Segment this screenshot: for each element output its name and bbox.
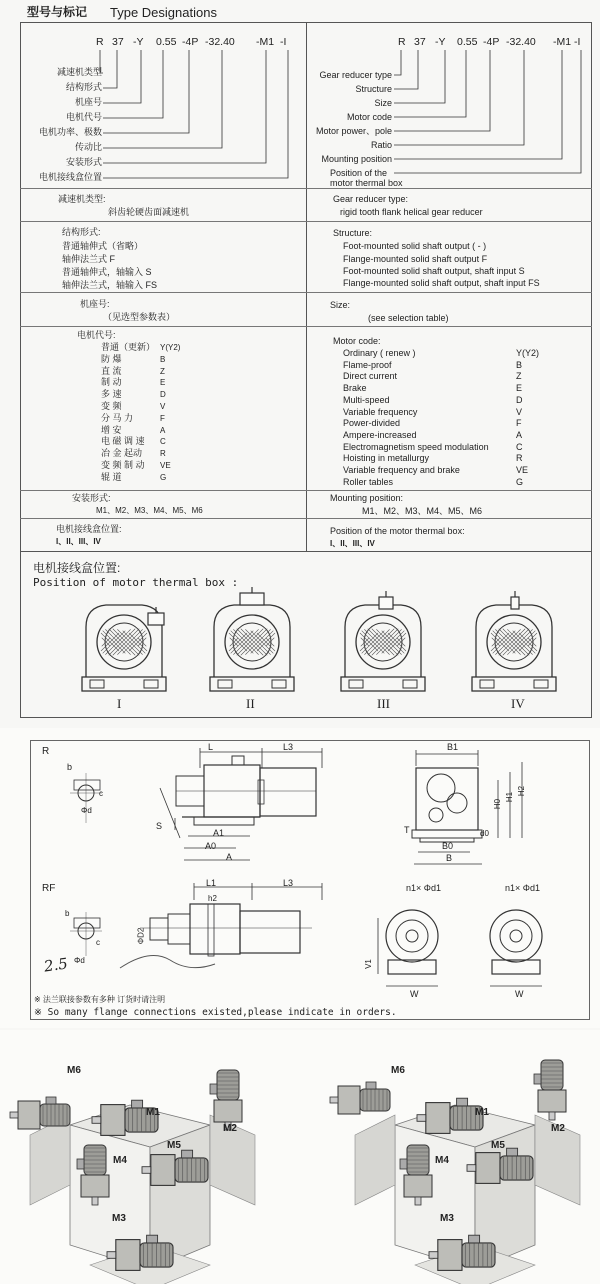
foot-pad bbox=[349, 680, 363, 688]
motor-en-name: Power-divided bbox=[343, 418, 401, 429]
row-divider bbox=[20, 551, 592, 552]
designation-part: 0.55 bbox=[156, 36, 177, 48]
gearbox bbox=[81, 1175, 109, 1197]
terminal-box bbox=[77, 1159, 84, 1169]
motor-cn-title: 电机代号: bbox=[77, 330, 116, 340]
gearbox bbox=[438, 1240, 462, 1271]
structure-en-item: Flange-mounted solid shaft output, shaft input FS bbox=[343, 278, 540, 288]
size-cn-title: 机座号: bbox=[80, 299, 110, 309]
ground-line bbox=[120, 956, 215, 969]
motor-cn-name: 冶 金 起动 bbox=[101, 448, 143, 459]
mounting-positions-diagram bbox=[0, 1030, 600, 1284]
mounting-label: M2 bbox=[551, 1123, 565, 1134]
foot-pad bbox=[272, 680, 286, 688]
mounting-label: M4 bbox=[435, 1155, 449, 1166]
mounting-label: M1 bbox=[146, 1107, 160, 1118]
terminal-box bbox=[46, 1097, 56, 1104]
mounting-label: M6 bbox=[391, 1065, 405, 1076]
size-en-value: (see selection table) bbox=[368, 313, 449, 323]
flange-note-en: ※ So many flange connections existed,please indicate in orders. bbox=[34, 1007, 397, 1018]
motor-cn-name: 变 频 制 动 bbox=[101, 460, 145, 470]
reducer-front-view bbox=[82, 605, 166, 691]
drawing-part bbox=[190, 904, 240, 954]
motor-cn-code: D bbox=[160, 390, 166, 400]
designation-part: -32.40 bbox=[506, 36, 536, 48]
motor-cn-code: C bbox=[160, 437, 166, 447]
designation-part: R bbox=[398, 36, 406, 48]
drawing-part bbox=[412, 830, 482, 838]
gearbox bbox=[426, 1103, 450, 1134]
header-cn: 型号与标记 bbox=[27, 5, 88, 19]
shaft bbox=[429, 1252, 438, 1259]
side-panel bbox=[355, 1115, 395, 1205]
box-section-en-title: Position of motor thermal box : bbox=[33, 576, 239, 589]
gear-motor bbox=[417, 1098, 483, 1133]
handwritten-note: 2.5 bbox=[42, 954, 69, 976]
structure-en-item: Foot-mounted solid shaft output ( - ) bbox=[343, 241, 487, 251]
legend-item: Structure bbox=[355, 84, 392, 94]
flange-note-cn: ※ 法兰联接参数有多种 订货时请注明 bbox=[34, 995, 166, 1004]
gearbox bbox=[404, 1175, 432, 1197]
structure-cn-item: 轴伸法兰式，轴输入 FS bbox=[62, 280, 158, 290]
drawing-circle bbox=[500, 920, 532, 952]
terminal-box bbox=[210, 1084, 217, 1094]
leader-line bbox=[103, 50, 141, 103]
motor-cn-name: 多 速 bbox=[101, 389, 122, 400]
mounting-label: M4 bbox=[113, 1155, 127, 1166]
motor-en-code: F bbox=[516, 418, 522, 429]
mounting-label: M6 bbox=[67, 1065, 81, 1076]
thermal-box bbox=[379, 597, 393, 609]
leader-line bbox=[394, 50, 581, 173]
drawing-circle bbox=[427, 774, 455, 802]
dim-L3-rf: L3 bbox=[283, 878, 294, 888]
motor-en-code: VE bbox=[516, 465, 529, 475]
designation-part: -4P bbox=[483, 36, 500, 48]
dim-b: b bbox=[67, 762, 73, 772]
motor-en-code: B bbox=[516, 359, 523, 370]
dim-T: T bbox=[404, 825, 410, 835]
thermal-box-views bbox=[0, 590, 600, 715]
drawing-circle bbox=[447, 793, 467, 813]
motor-en-code: R bbox=[516, 453, 523, 464]
mounting-label: M5 bbox=[491, 1140, 505, 1151]
shaft bbox=[467, 1165, 476, 1172]
legend-item: Size bbox=[374, 98, 392, 108]
foot-pad bbox=[480, 680, 494, 688]
designation-part: -I bbox=[280, 36, 287, 48]
gearbox bbox=[116, 1240, 140, 1271]
motor-en-code: G bbox=[516, 476, 524, 487]
drawing-part bbox=[150, 918, 168, 940]
box-position-label: II bbox=[246, 696, 255, 711]
designation-part: -Y bbox=[133, 36, 144, 48]
motor-cn-code: A bbox=[160, 425, 166, 435]
designation-part: 37 bbox=[414, 36, 426, 48]
dim-H1: H1 bbox=[505, 791, 515, 803]
legend-item: 机座号 bbox=[74, 97, 102, 107]
drawing-part bbox=[258, 780, 264, 804]
row-divider bbox=[20, 490, 592, 491]
dim-b-rf: b bbox=[65, 909, 70, 918]
terminal-box bbox=[147, 1235, 158, 1243]
motor-cn-name: 增 安 bbox=[101, 424, 122, 435]
rf-label: RF bbox=[42, 883, 56, 894]
box-position-label: III bbox=[377, 696, 390, 711]
leader-line bbox=[103, 50, 163, 118]
legend-item: motor thermal box bbox=[330, 178, 403, 188]
drawing-circle bbox=[429, 808, 443, 822]
reducer-front-view bbox=[472, 591, 556, 691]
dim-B1: B1 bbox=[447, 742, 459, 752]
box-en-title: Position of the motor thermal box: bbox=[330, 526, 465, 536]
motor-en-code: Y(Y2) bbox=[516, 348, 540, 358]
shaft bbox=[92, 1197, 98, 1205]
box-en-value: I、II、III、IV bbox=[330, 539, 375, 548]
dim-W2: W bbox=[515, 989, 524, 999]
motor-cn-name: 电 磁 调 速 bbox=[101, 436, 145, 447]
drawing-circle bbox=[510, 930, 522, 942]
box-cn-value: I、II、III、IV bbox=[56, 537, 101, 546]
dim-c: c bbox=[99, 789, 103, 798]
fan-cover bbox=[233, 623, 271, 661]
gearbox bbox=[476, 1153, 500, 1184]
drawing-circle bbox=[406, 930, 418, 942]
mounting-label: M5 bbox=[167, 1140, 181, 1151]
shaft bbox=[92, 1117, 101, 1124]
motor-cn-code: VE bbox=[160, 461, 171, 470]
motor-cn-name: 普通（更新） bbox=[101, 342, 156, 352]
dim-S: S bbox=[156, 821, 163, 831]
structure-cn-item: 普通轴伸式（省略） bbox=[62, 241, 144, 251]
leader-line bbox=[394, 50, 401, 75]
dimension-drawing bbox=[0, 728, 600, 1028]
dim-n2: n1× Φd1 bbox=[505, 883, 540, 893]
shaft bbox=[330, 1097, 338, 1103]
mounting-label: M1 bbox=[475, 1107, 489, 1118]
motor-en-name: Electromagnetism speed modulation bbox=[343, 441, 489, 452]
mounting-label: M2 bbox=[223, 1123, 237, 1134]
leader-line bbox=[100, 50, 103, 73]
designation-part: 37 bbox=[112, 36, 124, 48]
motor-en-code: A bbox=[516, 429, 523, 440]
leader-line bbox=[394, 50, 490, 131]
motor-en-name: Hoisting in metallurgy bbox=[343, 453, 430, 464]
motor-en-code: Z bbox=[516, 371, 522, 382]
mounting-label: M3 bbox=[112, 1213, 126, 1224]
leader-line bbox=[394, 50, 466, 117]
motor-cn-code: B bbox=[160, 354, 166, 364]
foot-pad bbox=[90, 680, 104, 688]
dim-L1: L1 bbox=[206, 878, 217, 888]
foot-pad bbox=[218, 680, 232, 688]
structure-en-item: Flange-mounted solid shaft output F bbox=[343, 254, 488, 264]
thermal-box bbox=[240, 593, 264, 605]
terminal-box bbox=[534, 1074, 541, 1084]
motor-en-name: Brake bbox=[343, 383, 367, 394]
designation-part: -M1 bbox=[256, 36, 275, 48]
drawing-part bbox=[232, 756, 244, 765]
leader-line bbox=[394, 50, 562, 159]
dim-H2: H2 bbox=[517, 785, 527, 797]
mount-en-value: M1、M2、M3、M4、M5、M6 bbox=[362, 506, 483, 516]
designation-part: R bbox=[96, 36, 104, 48]
dim-B0: B0 bbox=[442, 841, 454, 851]
leader-line bbox=[394, 50, 445, 103]
motor-en-name: Multi-speed bbox=[343, 394, 390, 405]
gearbox bbox=[151, 1155, 175, 1186]
drawing-part bbox=[260, 768, 316, 816]
type-en-value: rigid tooth flank helical gear reducer bbox=[340, 207, 483, 217]
mounting-label: M3 bbox=[440, 1213, 454, 1224]
reducer-foot bbox=[210, 677, 294, 691]
dim-c-rf: c bbox=[96, 938, 100, 947]
foot-pad bbox=[403, 680, 417, 688]
legend-item: 电机接线盒位置 bbox=[38, 172, 102, 182]
motor-en-code: E bbox=[516, 383, 523, 394]
foot-pad bbox=[534, 680, 548, 688]
terminal-box bbox=[507, 1148, 518, 1156]
designation-leader-lines bbox=[0, 0, 600, 190]
legend-item: Mounting position bbox=[321, 154, 392, 164]
reducer-foot bbox=[82, 677, 166, 691]
motor-en-code: D bbox=[516, 394, 523, 405]
reducer-foot bbox=[341, 677, 425, 691]
shaft bbox=[549, 1112, 555, 1120]
gear-motor bbox=[210, 1070, 242, 1130]
motor-en-name: Variable frequency and brake bbox=[343, 465, 460, 475]
foot-pad bbox=[144, 680, 158, 688]
motor-cn-name: 辊 道 bbox=[101, 471, 122, 482]
legend-item: 传动比 bbox=[74, 142, 102, 152]
gearbox bbox=[101, 1105, 125, 1136]
structure-en-title: Structure: bbox=[333, 228, 373, 238]
dim-d-rf: Φd bbox=[74, 956, 85, 965]
thermal-box bbox=[148, 613, 164, 625]
shaft bbox=[10, 1112, 18, 1118]
motor-en-code: V bbox=[516, 406, 523, 417]
gear-motor bbox=[330, 1082, 390, 1114]
dim-W1: W bbox=[410, 989, 419, 999]
dim-d0: d0 bbox=[480, 829, 489, 838]
legend-item: 电机代号 bbox=[65, 112, 102, 122]
type-en-title: Gear reducer type: bbox=[333, 194, 409, 204]
dim-D2: ΦD2 bbox=[136, 927, 146, 945]
motor-cn-code: R bbox=[160, 449, 166, 459]
shaft bbox=[415, 1197, 421, 1205]
r-label: R bbox=[42, 746, 50, 757]
dim-h2: h2 bbox=[208, 894, 217, 903]
box-position-label: I bbox=[117, 696, 122, 711]
dim-A0: A0 bbox=[205, 841, 217, 851]
terminal-box bbox=[457, 1098, 468, 1106]
fan-cover bbox=[105, 623, 143, 661]
motor-cn-name: 防 爆 bbox=[101, 353, 122, 364]
drawing-part bbox=[208, 904, 214, 956]
reducer-front-view bbox=[341, 591, 425, 691]
designation-part: -32.40 bbox=[205, 36, 235, 48]
row-divider bbox=[20, 221, 592, 222]
gearbox bbox=[338, 1086, 360, 1114]
legend-item: Gear reducer type bbox=[319, 70, 392, 80]
mount-cn-value: M1、M2、M3、M4、M5、M6 bbox=[96, 506, 203, 515]
dim-n1: n1× Φd1 bbox=[406, 883, 441, 893]
drawing-circle bbox=[386, 910, 438, 962]
legend-item: 电机功率、极数 bbox=[38, 127, 102, 137]
structure-cn-item: 轴伸法兰式 F bbox=[62, 254, 115, 264]
motor-en-name: Ampere-increased bbox=[343, 429, 417, 440]
motor-en-name: Variable frequency bbox=[343, 406, 418, 417]
box-cn-title: 电机接线盒位置: bbox=[56, 524, 122, 534]
thermal-box bbox=[511, 597, 519, 609]
structure-en-item: Foot-mounted solid shaft output, shaft input S bbox=[343, 266, 525, 276]
motor-cn-code: Y(Y2) bbox=[160, 343, 181, 352]
motor-en-title: Motor code: bbox=[333, 336, 381, 346]
drawing-part bbox=[416, 768, 478, 830]
designation-part: -4P bbox=[182, 36, 199, 48]
motor-en-name: Ordinary ( renew ) bbox=[343, 348, 416, 358]
legend-item: Motor code bbox=[346, 112, 392, 122]
legend-item: Position of the bbox=[330, 168, 388, 178]
terminal-box bbox=[132, 1100, 143, 1108]
box-section-cn-title: 电机接线盒位置: bbox=[33, 561, 121, 575]
terminal-box bbox=[366, 1082, 376, 1089]
dim-L: L bbox=[208, 742, 214, 752]
row-divider bbox=[20, 292, 592, 293]
type-cn-title: 减速机类型: bbox=[58, 194, 106, 204]
legend-item: 安装形式 bbox=[65, 157, 102, 167]
leader-line bbox=[394, 50, 418, 89]
reducer-foot bbox=[472, 677, 556, 691]
shaft bbox=[417, 1115, 426, 1122]
shaft bbox=[142, 1167, 151, 1174]
leader-line bbox=[103, 50, 117, 88]
reducer-front-view bbox=[210, 587, 294, 691]
row-divider bbox=[20, 518, 592, 519]
dim-L3: L3 bbox=[283, 742, 294, 752]
size-cn-value: （见选型参数表） bbox=[103, 312, 176, 322]
structure-cn-item: 普通轴伸式，轴输入 S bbox=[62, 267, 152, 277]
dim-V1: V1 bbox=[363, 959, 373, 969]
designation-part: -I bbox=[574, 36, 581, 48]
type-cn-value: 斜齿轮硬齿面减速机 bbox=[108, 207, 190, 217]
drawing-part bbox=[240, 911, 300, 953]
motor-cn-name: 分 马 力 bbox=[101, 412, 134, 423]
motor-cn-code: V bbox=[160, 402, 166, 411]
motor-cn-code: E bbox=[160, 378, 166, 388]
leader-line bbox=[103, 50, 288, 178]
leader-line bbox=[103, 50, 189, 133]
drawing-part bbox=[194, 817, 254, 825]
terminal-box bbox=[469, 1235, 480, 1243]
legend-item: 减速机类型 bbox=[56, 67, 102, 77]
structure-cn-title: 结构形式: bbox=[62, 227, 101, 237]
legend-item: Ratio bbox=[370, 140, 392, 150]
fan-cover bbox=[364, 623, 402, 661]
designation-part: -M1 bbox=[553, 36, 572, 48]
size-en-title: Size: bbox=[330, 300, 351, 310]
terminal-box bbox=[182, 1150, 193, 1158]
designation-part: 0.55 bbox=[457, 36, 478, 48]
terminal-box bbox=[400, 1159, 407, 1169]
gear-motor bbox=[10, 1097, 70, 1129]
legend-item: Motor power、pole bbox=[315, 126, 392, 136]
gear-motor bbox=[534, 1060, 566, 1120]
dim-A: A bbox=[226, 852, 233, 862]
motor-cn-code: F bbox=[160, 413, 165, 423]
drawing-part bbox=[168, 914, 190, 944]
dim-H0: H0 bbox=[493, 798, 503, 810]
designation-part: -Y bbox=[435, 36, 446, 48]
gearbox bbox=[214, 1100, 242, 1122]
gearbox bbox=[538, 1090, 566, 1112]
gearbox bbox=[18, 1101, 40, 1129]
dim-A1: A1 bbox=[213, 828, 225, 838]
dim-B: B bbox=[446, 853, 453, 863]
motor-cn-code: Z bbox=[160, 366, 165, 376]
mount-cn-title: 安装形式: bbox=[72, 493, 111, 503]
row-divider bbox=[20, 326, 592, 327]
motor-en-name: Flame-proof bbox=[343, 359, 392, 370]
motor-en-name: Roller tables bbox=[343, 476, 394, 487]
fan-cover bbox=[495, 623, 533, 661]
box-position-label: IV bbox=[511, 696, 525, 711]
drawing-circle bbox=[490, 910, 542, 962]
motor-cn-name: 变 频 bbox=[101, 401, 122, 411]
shaft bbox=[107, 1252, 116, 1259]
header-en: Type Designations bbox=[110, 5, 217, 20]
motor-en-name: Direct current bbox=[343, 371, 398, 382]
motor-cn-name: 直 流 bbox=[101, 365, 122, 376]
leader-line bbox=[103, 50, 266, 163]
motor-en-code: C bbox=[516, 441, 523, 452]
dim-line bbox=[160, 788, 180, 838]
legend-item: 结构形式 bbox=[65, 82, 102, 92]
mount-en-title: Mounting position: bbox=[330, 493, 404, 503]
dim-d: Φd bbox=[81, 806, 92, 815]
drawing-circle bbox=[396, 920, 428, 952]
motor-cn-name: 制 动 bbox=[101, 377, 122, 388]
motor-cn-code: G bbox=[160, 472, 167, 482]
